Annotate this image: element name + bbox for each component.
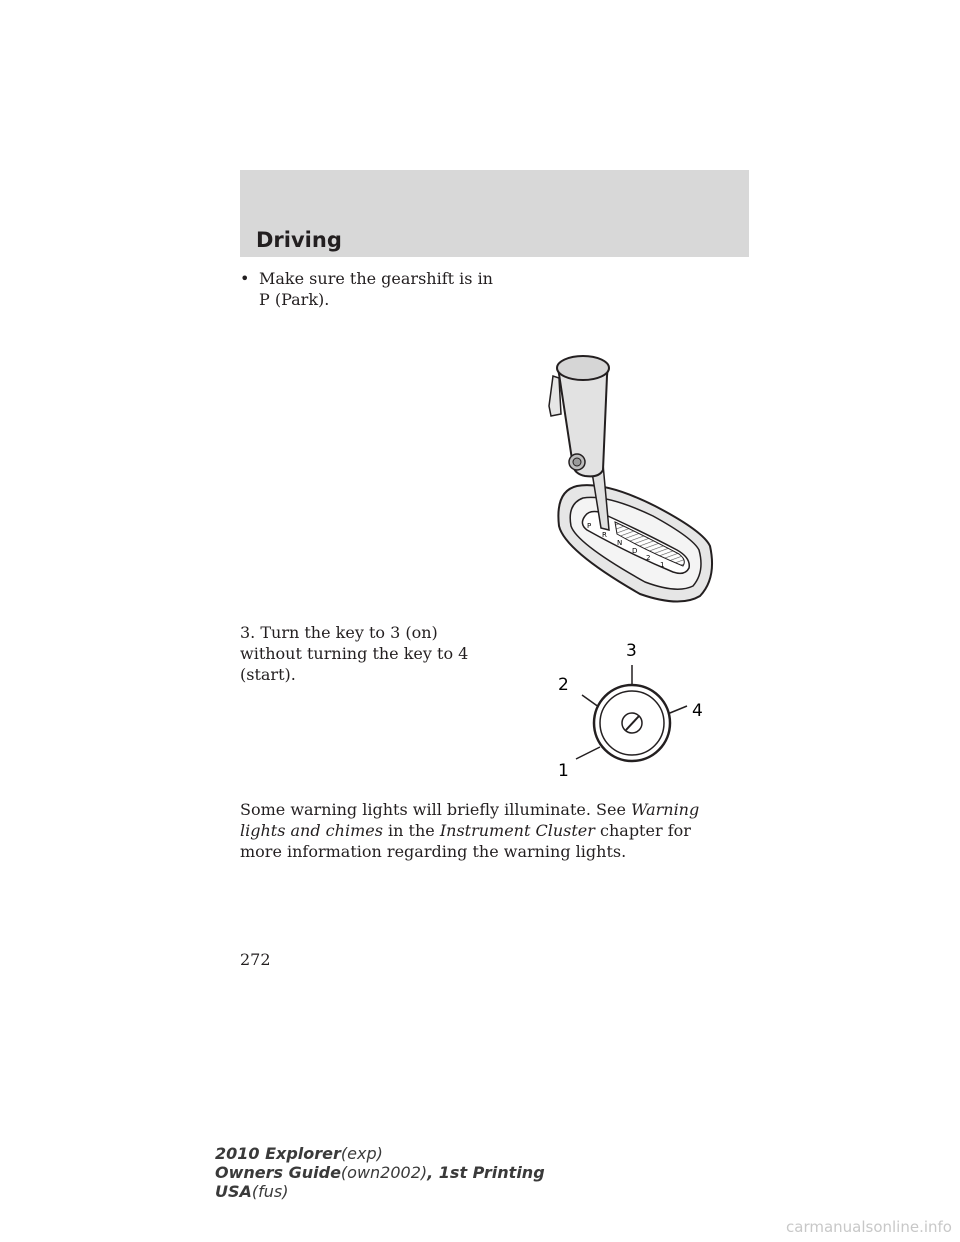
link-warning-lights-and-chimes[interactable]: Warning lights and chimes [240,800,700,840]
gear-letter-r: R [602,531,607,539]
section-header [240,170,749,257]
footer-line-1: 2010 Explorer(exp) [215,1144,383,1163]
gear-letter-2: 2 [646,554,651,562]
ignition-label-3: 3 [626,641,637,661]
watermark: carmanualsonline.info [786,1218,952,1236]
bullet-text: Make sure the gearshift is in P (Park). [259,269,493,309]
shifter-top-cap [557,356,609,380]
section-title: Driving [256,228,342,252]
document-footer [215,1144,545,1201]
ignition-switch-illustration [540,635,720,789]
ignition-label-4: 4 [692,701,703,721]
gear-letter-d: D [632,547,638,555]
gear-letter-n: N [617,539,623,547]
footer-line-2: Owners Guide(own2002), 1st Printing [215,1163,545,1182]
paragraph-text-1: Some warning lights will briefly illuminate. See [240,800,632,819]
gear-letter-p: P [587,522,592,530]
footer-line-3: USA(fus) [215,1182,289,1201]
paragraph-text-3: chapter for more information regarding the warning lights. [240,821,691,861]
warning-lights-paragraph [240,799,710,862]
paragraph-text-2: in the [382,821,440,840]
ignition-label-2: 2 [558,675,569,695]
bullet-symbol: • [240,269,250,288]
page-number: 272 [240,950,271,969]
shifter-side-tab [549,376,561,416]
bullet-item [240,268,500,310]
link-instrument-cluster[interactable]: Instrument Cluster [439,821,595,840]
gearshift-illustration [545,346,720,610]
step-3-text: 3. Turn the key to 3 (on) without turning the key to 4 (start). [240,623,469,684]
gear-letter-1: 1 [660,561,665,569]
ignition-label-1: 1 [558,761,569,781]
